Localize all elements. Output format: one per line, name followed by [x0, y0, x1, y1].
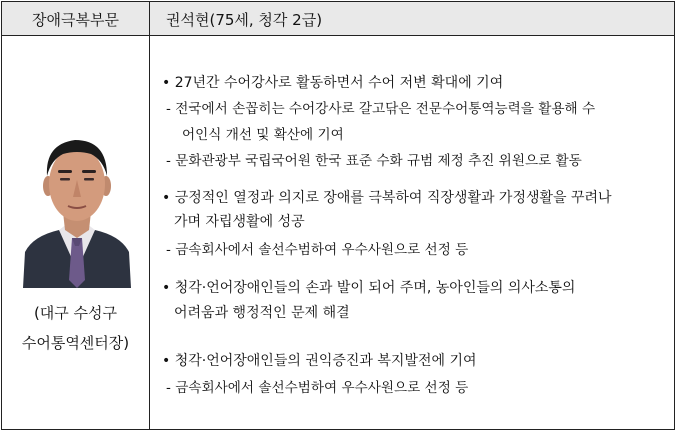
list-item: - 금속회사에서 솔선수범하여 우수사원으로 선정 등 — [166, 242, 469, 258]
list-item: • 청각·언어장애인들의 손과 발이 되어 주며, 농아인들의 의사소통의 — [162, 280, 576, 296]
name-info: 권석현(75세, 청각 2급) — [166, 10, 323, 29]
list-item: • 청각·언어장애인들의 권익증진과 복지발전에 기여 — [162, 353, 477, 369]
affiliation-line1: (대구 수성구 — [33, 304, 118, 322]
list-item: 어려움과 행정적인 문제 해결 — [174, 305, 350, 321]
list-item: 가며 자립생활에 성공 — [174, 214, 305, 230]
list-item: - 전국에서 손꼽히는 수어강사로 갈고닦은 전문수어통역능력을 활용해 수 — [166, 101, 596, 117]
column-divider — [149, 2, 150, 429]
list-item: - 문화관광부 국립국어원 한국 표준 수화 규범 제정 추진 위원으로 활동 — [166, 153, 582, 169]
list-item: • 27년간 수어강사로 활동하면서 수어 저변 확대에 기여 — [162, 75, 504, 91]
category-label: 장애극복부문 — [32, 10, 119, 29]
award-table — [1, 1, 675, 430]
list-item: - 금속회사에서 솔선수범하여 우수사원으로 선정 등 — [166, 380, 469, 396]
list-item: 어인식 개선 및 확산에 기여 — [182, 127, 344, 143]
list-item: • 긍정적인 열정과 의지로 장애를 극복하여 직장생활과 가정생활을 꾸려나 — [162, 190, 612, 206]
portrait-photo — [19, 120, 135, 288]
affiliation-line2: 수어통역센터장) — [21, 334, 130, 352]
